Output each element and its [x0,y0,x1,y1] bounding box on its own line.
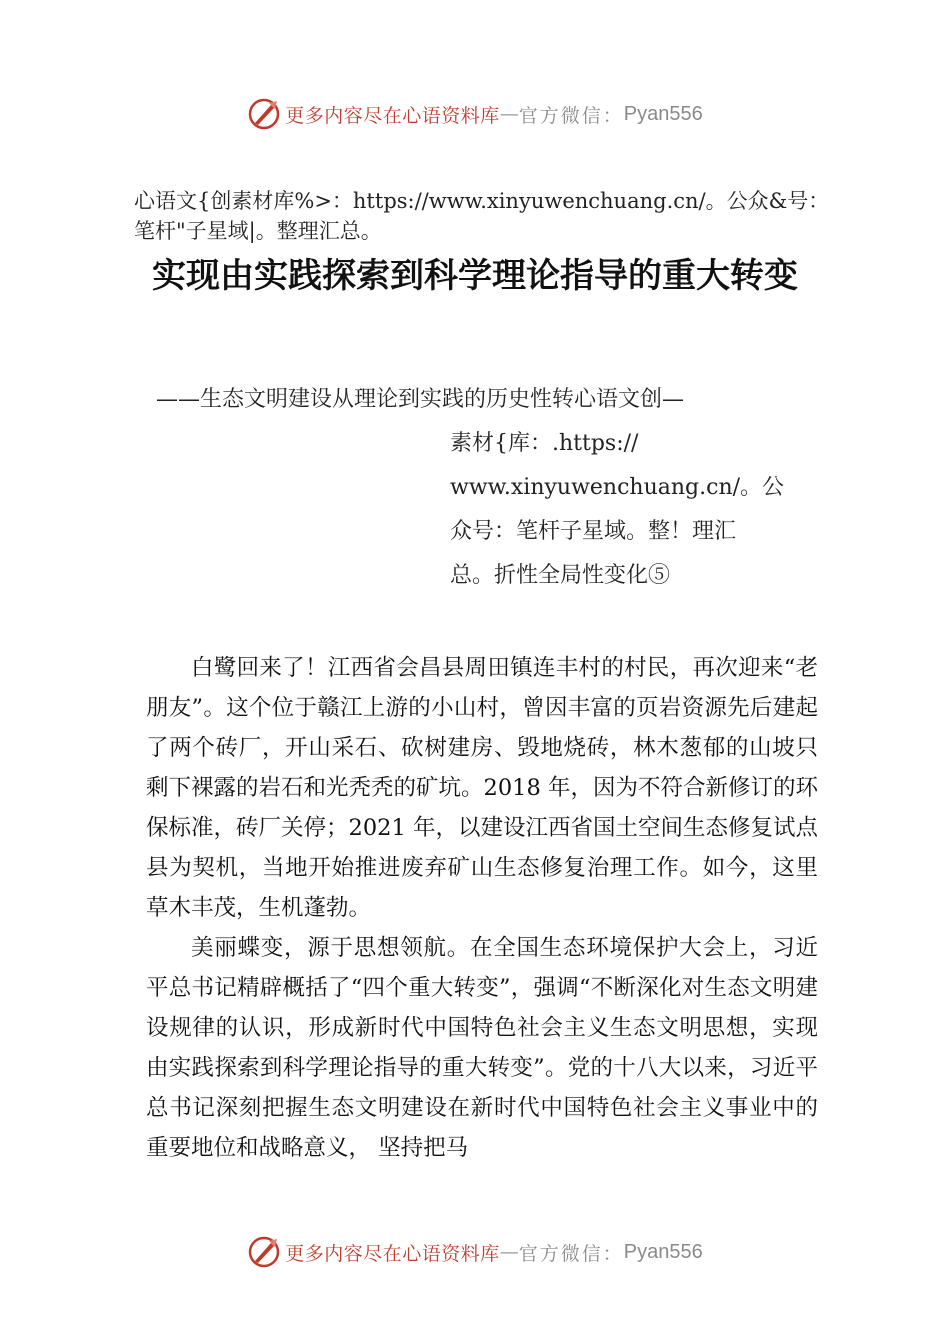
subtitle-line: www.xinyuwenchuang.cn/。公 [450,475,785,500]
paragraph: 美丽蝶变，源于思想领航。在全国生态环境保护大会上，习近平总书记精辟概括了“四个重大转变”，强调“不断深化对生态文明建设规律的认识，形成新时代中国特色社会主义生态文明思想，实现由实践探索到科学理论指导的重大转变”。党的十八大以来，习近平总书记深刻把握生态文明建设在新时代中国特色社会主义事业中的重要地位和战略意义， 坚持把马 [146,935,818,1161]
quill-logo-icon [247,1235,281,1269]
banner-wechat-id: Pyan556 [623,102,703,125]
banner-dash: — [499,103,519,125]
article-body [146,648,818,1168]
footer-banner [0,1232,950,1272]
banner-brand: 更多内容尽在心语资料库 [285,1242,500,1265]
source-line: 心语文{创素材库%>：https://www.xinyuwenchuang.cn/。公众&号：笔杆"子星域|。整理汇总。 [134,189,830,243]
subtitle-line: 素材{库：.https:// [450,431,639,456]
header-banner [0,94,950,134]
subtitle-line: 总。折性全局性变化⑤ [450,563,671,588]
subtitle-line: 众号：笔杆子星域。整！理汇 [450,519,737,544]
subtitle-continuation [450,422,800,598]
banner-brand: 更多内容尽在心语资料库 [285,104,500,127]
subtitle: ——生态文明建设从理论到实践的历史性转心语文创— [156,387,685,412]
paragraph: 白鹭回来了！江西省会昌县周田镇连丰村的村民，再次迎来“老朋友”。这个位于赣江上游的小山村，曾因丰富的页岩资源先后建起了两个砖厂，开山采石、砍树建房、毁地烧砖，林木葱郁的山坡只剩下裸露的岩石和光秃秃的矿坑。2018 年，因为不符合新修订的环保标准，砖厂关停；2021 年，以建设江西省国土空间生态修复试点县为契机，当地开始推进废弃矿山生态修复治理工作。如今，这里草木丰茂，生机蓬勃。 [146,655,818,921]
banner-dash: — [499,1241,519,1263]
banner-wechat-id: Pyan556 [623,1240,703,1263]
banner-label: 官方微信： [518,104,624,127]
quill-logo-icon [247,97,281,131]
page-title: 实现由实践探索到科学理论指导的重大转变 [152,256,798,296]
banner-label: 官方微信： [518,1242,624,1265]
